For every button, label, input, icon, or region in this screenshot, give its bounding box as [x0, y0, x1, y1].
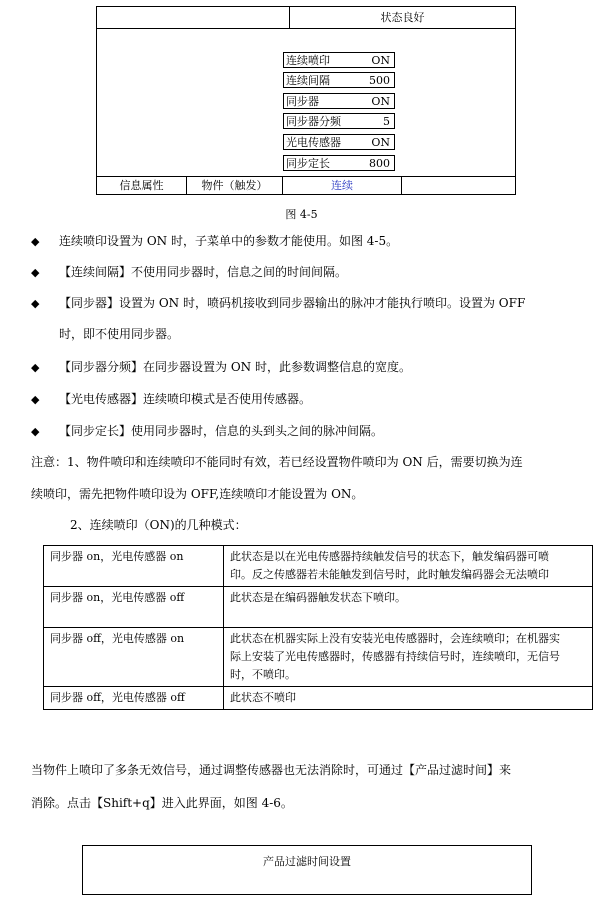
- desc-line: 此状态不喷印: [230, 691, 296, 704]
- status-bar-left: [97, 7, 289, 29]
- param-value: ON: [371, 54, 390, 67]
- param-value: 500: [369, 74, 390, 87]
- table-cell-desc: [224, 687, 593, 710]
- desc-line: 此状态是在编码器触发状态下喷印。: [230, 591, 406, 604]
- table-cell-desc: [224, 628, 593, 687]
- param-label: 同步器: [286, 95, 319, 108]
- param-label: 同步定长: [286, 157, 330, 170]
- bullet-text: 【同步器】设置为 ON 时，喷码机接收到同步器输出的脉冲才能执行喷印。设置为 OFF: [59, 296, 526, 310]
- param-photo-sensor[interactable]: [283, 134, 395, 150]
- paragraph-line: 消除。点击【Shift+q】进入此界面，如图 4-6。: [31, 796, 293, 810]
- desc-line: 印。反之传感器若未能触发到信号时，此时触发编码器会无法喷印: [230, 568, 549, 581]
- table-row: [44, 687, 593, 710]
- filter-time-settings-screen: [82, 845, 532, 895]
- desc-line: 此状态是以在光电传感器持续触发信号的状态下，触发编码器可喷: [230, 550, 549, 563]
- continuous-modes-table: [43, 545, 593, 710]
- table-cell-mode: 同步器 on，光电传感器 off: [44, 587, 224, 628]
- bullet-text: 【同步定长】使用同步器时，信息的头到头之间的脉冲间隔。: [59, 424, 384, 438]
- menu-item-object-trigger[interactable]: 物件（触发）: [187, 177, 283, 195]
- table-cell-mode: 同步器 off，光电传感器 on: [44, 628, 224, 687]
- settings-screen-figure: [96, 6, 516, 195]
- diamond-bullet-icon: ◆: [31, 297, 40, 310]
- table-cell-mode: 同步器 on，光电传感器 on: [44, 546, 224, 587]
- bullet-text: 【同步器分频】在同步器设置为 ON 时，此参数调整信息的宽度。: [59, 360, 411, 374]
- paragraph-line: 当物件上喷印了多条无效信号，通过调整传感器也无法消除时，可通过【产品过滤时间】来: [31, 763, 512, 777]
- menu-item-info-properties[interactable]: 信息属性: [97, 177, 187, 195]
- menu-item-empty[interactable]: [402, 177, 515, 195]
- diamond-bullet-icon: ◆: [31, 235, 40, 248]
- figure-caption: 图 4-5: [285, 208, 318, 221]
- param-synchronizer[interactable]: [283, 93, 395, 109]
- param-continuous-interval[interactable]: [283, 72, 395, 88]
- menu-item-continuous[interactable]: 连续: [283, 177, 402, 195]
- param-value: ON: [371, 136, 390, 149]
- param-continuous-print[interactable]: [283, 52, 395, 68]
- param-value: 800: [369, 157, 390, 170]
- param-label: 连续喷印: [286, 54, 330, 67]
- param-label: 连续间隔: [286, 74, 330, 87]
- table-row: [44, 546, 593, 587]
- bullet-text: 【光电传感器】连续喷印模式是否使用传感器。: [59, 392, 312, 406]
- bullet-text: 连续喷印设置为 ON 时，子菜单中的参数才能使用。如图 4-5。: [59, 234, 399, 248]
- desc-line: 际上安装了光电传感器时，传感器有持续信号时，连续喷印，无信号: [230, 650, 560, 663]
- bullet-text-continuation: 时，即不使用同步器。: [59, 327, 180, 341]
- note-line: 续喷印，需先把物件喷印设为 OFF,连续喷印才能设置为 ON。: [31, 487, 364, 501]
- desc-line: [230, 607, 586, 625]
- desc-line: 时，不喷印。: [230, 668, 296, 681]
- bullet-text: 【连续间隔】不使用同步器时，信息之间的时间间隔。: [59, 265, 348, 279]
- status-indicator: 状态良好: [289, 7, 515, 29]
- bottom-menu: [97, 176, 515, 195]
- diamond-bullet-icon: ◆: [31, 425, 40, 438]
- table-cell-mode: 同步器 off，光电传感器 off: [44, 687, 224, 710]
- param-label: 同步器分频: [286, 115, 341, 128]
- desc-line: 此状态在机器实际上没有安装光电传感器时，会连续喷印；在机器实: [230, 632, 560, 645]
- param-sync-divider[interactable]: [283, 113, 395, 129]
- diamond-bullet-icon: ◆: [31, 361, 40, 374]
- table-cell-desc: [224, 546, 593, 587]
- param-value: 5: [383, 115, 390, 128]
- table-row: [44, 628, 593, 687]
- note-line: 注意：1、物件喷印和连续喷印不能同时有效，若已经设置物件喷印为 ON 后，需要切换为连: [31, 455, 523, 469]
- table-cell-desc: [224, 587, 593, 628]
- table-row: [44, 587, 593, 628]
- diamond-bullet-icon: ◆: [31, 393, 40, 406]
- diamond-bullet-icon: ◆: [31, 266, 40, 279]
- note-subheading: 2、连续喷印（ON)的几种模式：: [70, 518, 247, 532]
- param-value: ON: [371, 95, 390, 108]
- screen-title: 产品过滤时间设置: [263, 855, 351, 868]
- param-label: 光电传感器: [286, 136, 341, 149]
- param-sync-length[interactable]: [283, 155, 395, 171]
